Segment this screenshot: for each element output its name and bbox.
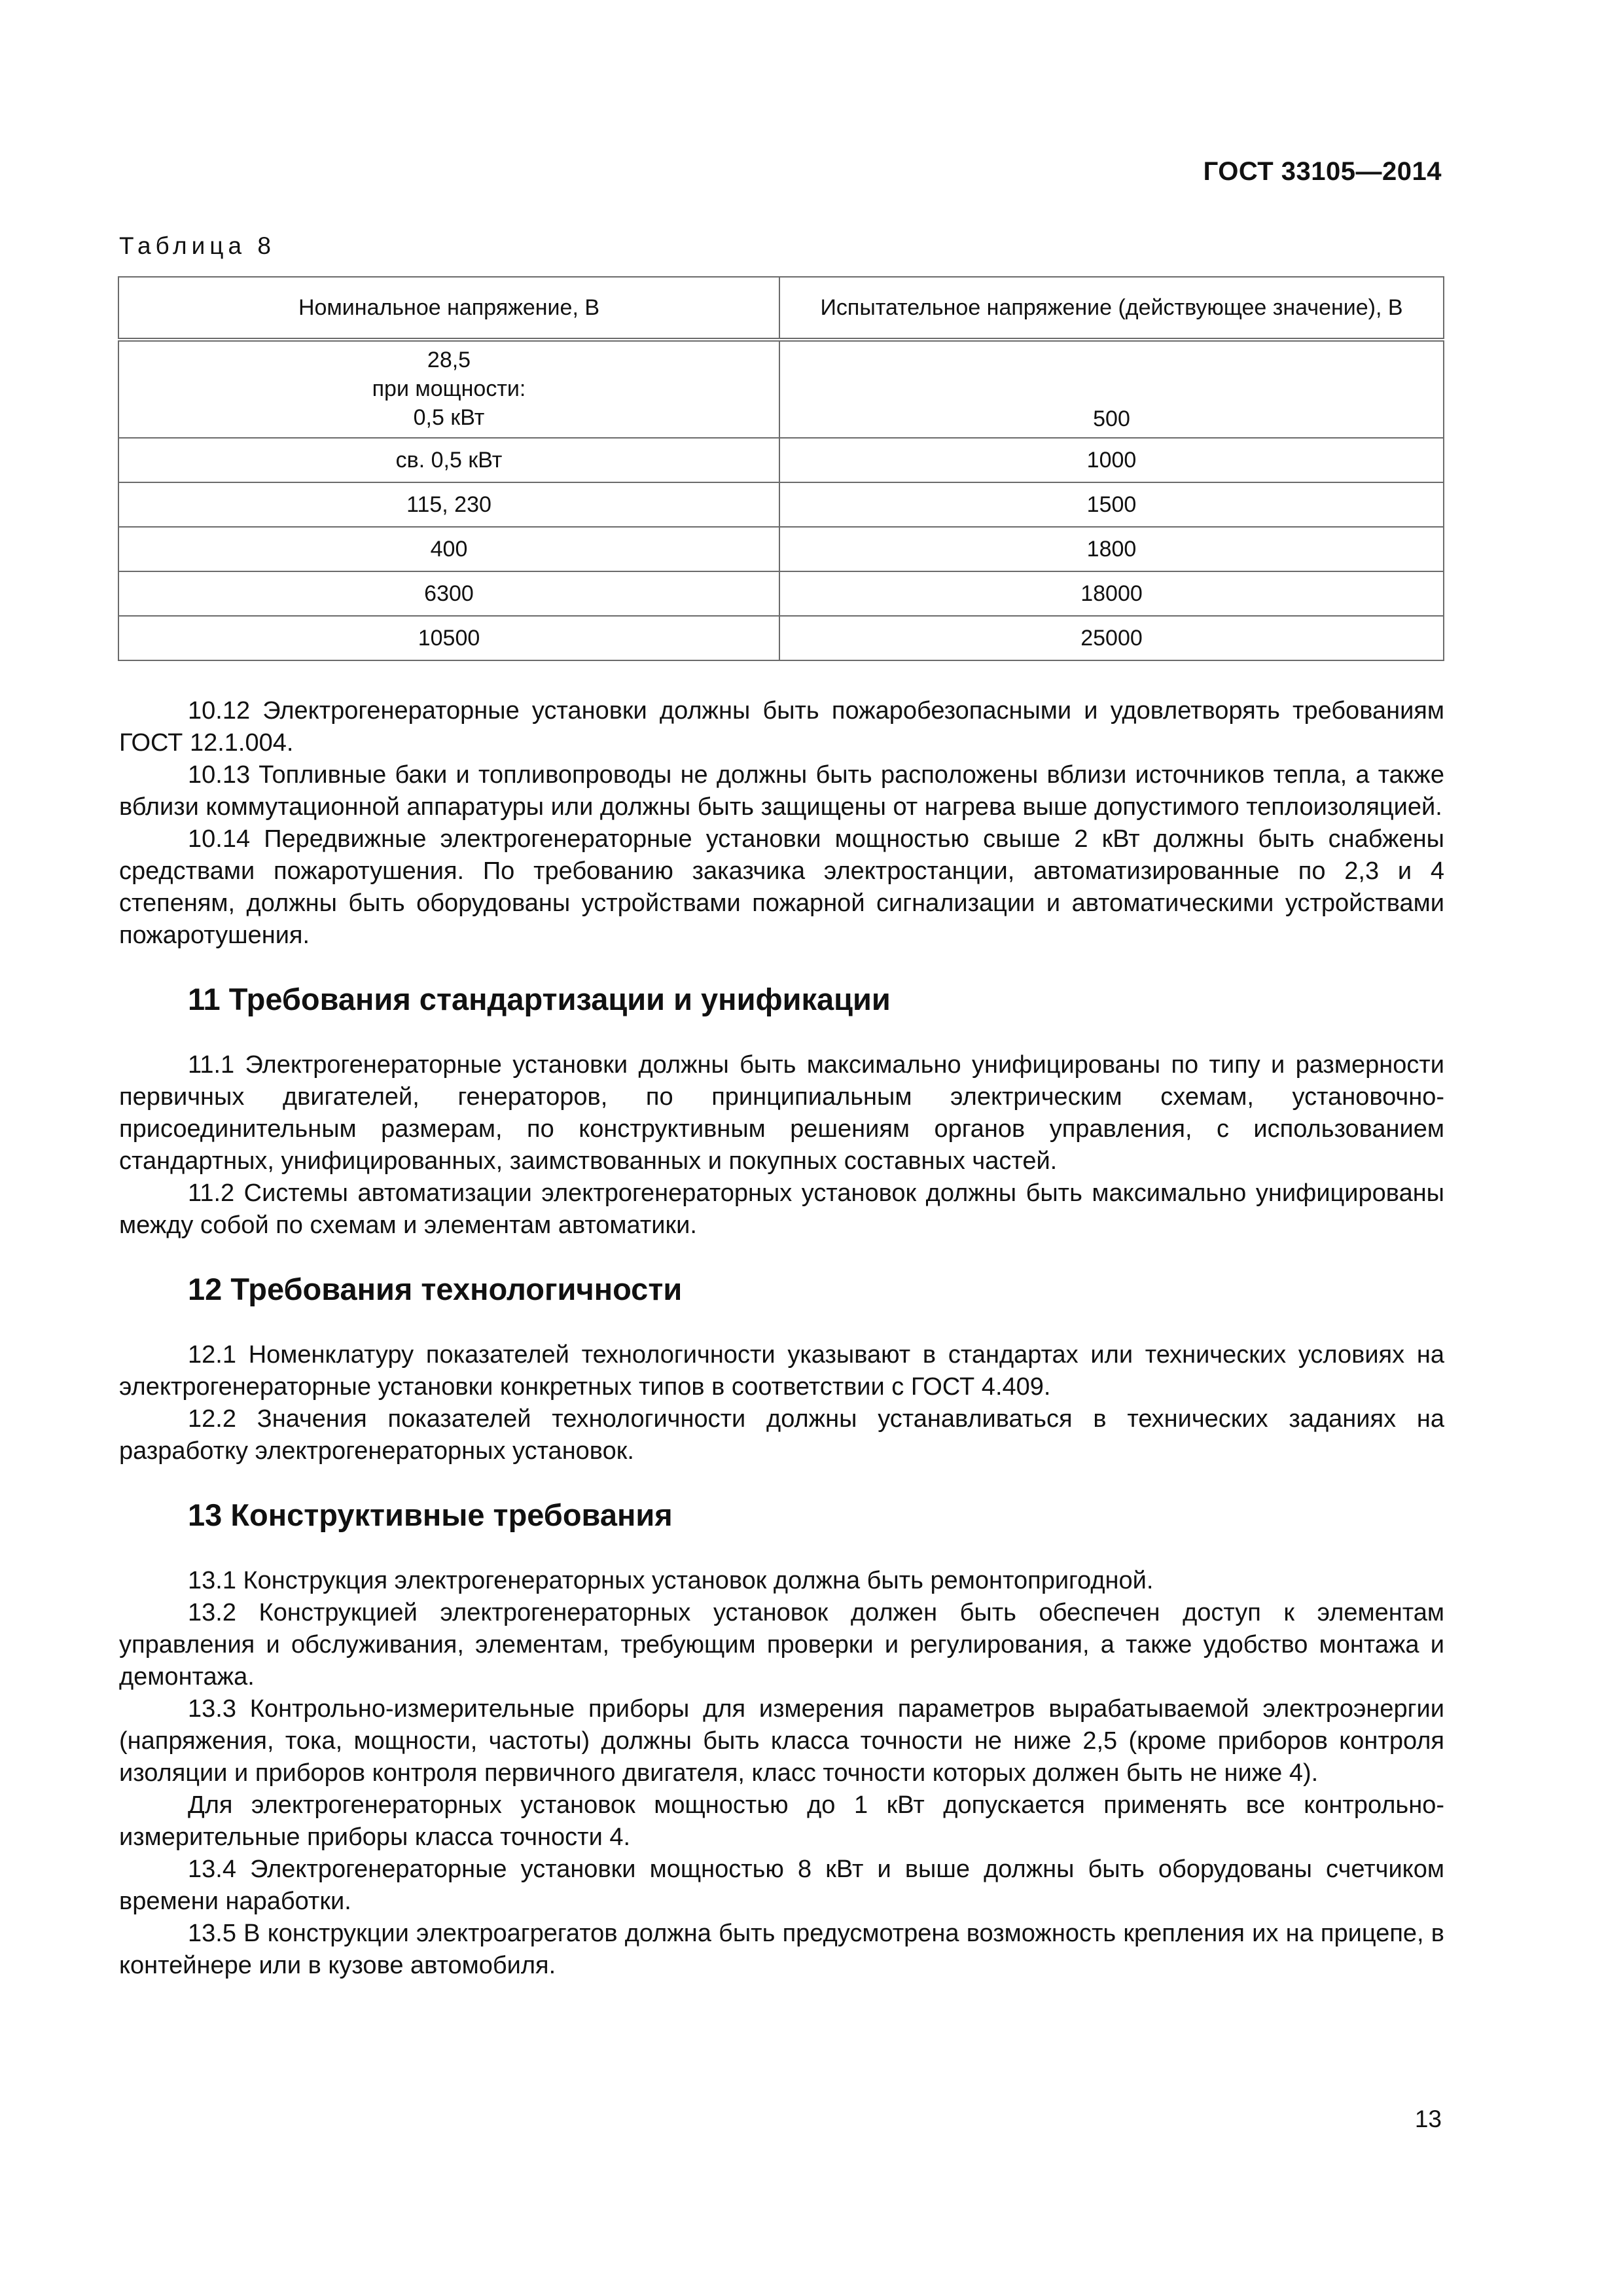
test-cell: 18000	[779, 571, 1444, 616]
table-caption: Таблица 8	[119, 232, 276, 259]
page-number: 13	[1414, 2106, 1442, 2132]
paragraph-10-14: 10.14 Передвижные электрогенераторные установки мощностью свыше 2 кВт должны быть снабжены средствами пожаротушения. По требованию заказчика электростанции, автоматизированные по 2,3 и 4 степеням, должны быть оборудованы устройствами пожарной сигнализации и автоматическими устройствами пожаротушения.	[119, 825, 1444, 949]
header-nominal-voltage: Номинальное напряжение, В	[118, 277, 779, 340]
body-text	[119, 695, 1444, 1982]
table-row	[118, 438, 1444, 482]
test-cell: 25000	[779, 616, 1444, 660]
table-row	[118, 527, 1444, 571]
section-12-heading: 12 Требования технологичности	[188, 1272, 683, 1306]
test-cell: 500	[779, 340, 1444, 438]
paragraph-13-4: 13.4 Электрогенераторные установки мощностью 8 кВт и выше должны быть оборудованы счетчиком времени наработки.	[119, 1856, 1444, 1915]
paragraph-13-1: 13.1 Конструкция электрогенераторных установок должна быть ремонтопригодной.	[188, 1567, 1154, 1594]
paragraph-11-2: 11.2 Системы автоматизации электрогенераторных установок должны быть максимально унифицированы между собой по схемам и элементам автоматики.	[119, 1179, 1444, 1239]
table-header-row	[118, 277, 1444, 340]
voltage-table	[118, 276, 1444, 661]
nominal-cell: 115, 230	[118, 482, 779, 527]
section-13-heading: 13 Конструктивные требования	[188, 1498, 673, 1532]
nominal-line: при мощности:	[372, 376, 526, 401]
test-cell: 1000	[779, 438, 1444, 482]
nominal-cell: 10500	[118, 616, 779, 660]
nominal-cell: 400	[118, 527, 779, 571]
paragraph-11-1: 11.1 Электрогенераторные установки должны быть максимально унифицированы по типу и размерности первичных двигателей, генераторов, по принципиальным электрическим схемам, установочно-присоединительным размерам, по конструктивным решениям органов управления, с использованием стандартных, унифицированных, заимствованных и покупных составных частей.	[119, 1051, 1444, 1175]
paragraph-10-13: 10.13 Топливные баки и топливопроводы не должны быть расположены вблизи источников тепла, а также вблизи коммутационной аппаратуры или должны быть защищены от нагрева выше допустимого теплоизоляцией.	[119, 761, 1444, 821]
paragraph-12-2: 12.2 Значения показателей технологичности должны устанавливаться в технических заданиях на разработку электрогенераторных установок.	[119, 1405, 1444, 1465]
header-test-voltage: Испытательное напряжение (действующее значение), В	[779, 277, 1444, 340]
paragraph-13-3-note: Для электрогенераторных установок мощностью до 1 кВт допускается применять все контрольно-измерительные приборы класса точности 4.	[119, 1791, 1444, 1851]
document-code: ГОСТ 33105—2014	[1203, 157, 1442, 186]
paragraph-13-3: 13.3 Контрольно-измерительные приборы для измерения параметров вырабатываемой электроэнергии (напряжения, тока, мощности, частоты) должны быть класса точности не ниже 2,5 (кроме приборов контроля изоляции и приборов контроля первичного двигателя, класс точности которых должен быть не ниже 4).	[119, 1695, 1444, 1787]
paragraph-10-12: 10.12 Электрогенераторные установки должны быть пожаробезопасными и удовлетворять требованиям ГОСТ 12.1.004.	[119, 697, 1444, 757]
section-11-heading: 11 Требования стандартизации и унификации	[188, 982, 891, 1016]
nominal-cell	[118, 340, 779, 438]
nominal-line: 28,5	[427, 348, 471, 372]
test-cell: 1800	[779, 527, 1444, 571]
nominal-cell: 6300	[118, 571, 779, 616]
paragraph-12-1: 12.1 Номенклатуру показателей технологичности указывают в стандартах или технических условиях на электрогенераторные установки конкретных типов в соответствии с ГОСТ 4.409.	[119, 1341, 1444, 1401]
table-row	[118, 340, 1444, 438]
table-row	[118, 482, 1444, 527]
nominal-cell: св. 0,5 кВт	[118, 438, 779, 482]
table-row	[118, 616, 1444, 660]
nominal-line: 0,5 кВт	[413, 405, 485, 430]
test-cell: 1500	[779, 482, 1444, 527]
paragraph-13-5: 13.5 В конструкции электроагрегатов должна быть предусмотрена возможность крепления их на прицепе, в контейнере или в кузове автомобиля.	[119, 1920, 1444, 1979]
table-row	[118, 571, 1444, 616]
paragraph-13-2: 13.2 Конструкцией электрогенераторных установок должен быть обеспечен доступ к элементам управления и обслуживания, элементам, требующим проверки и регулирования, а также удобство монтажа и демонтажа.	[119, 1599, 1444, 1691]
